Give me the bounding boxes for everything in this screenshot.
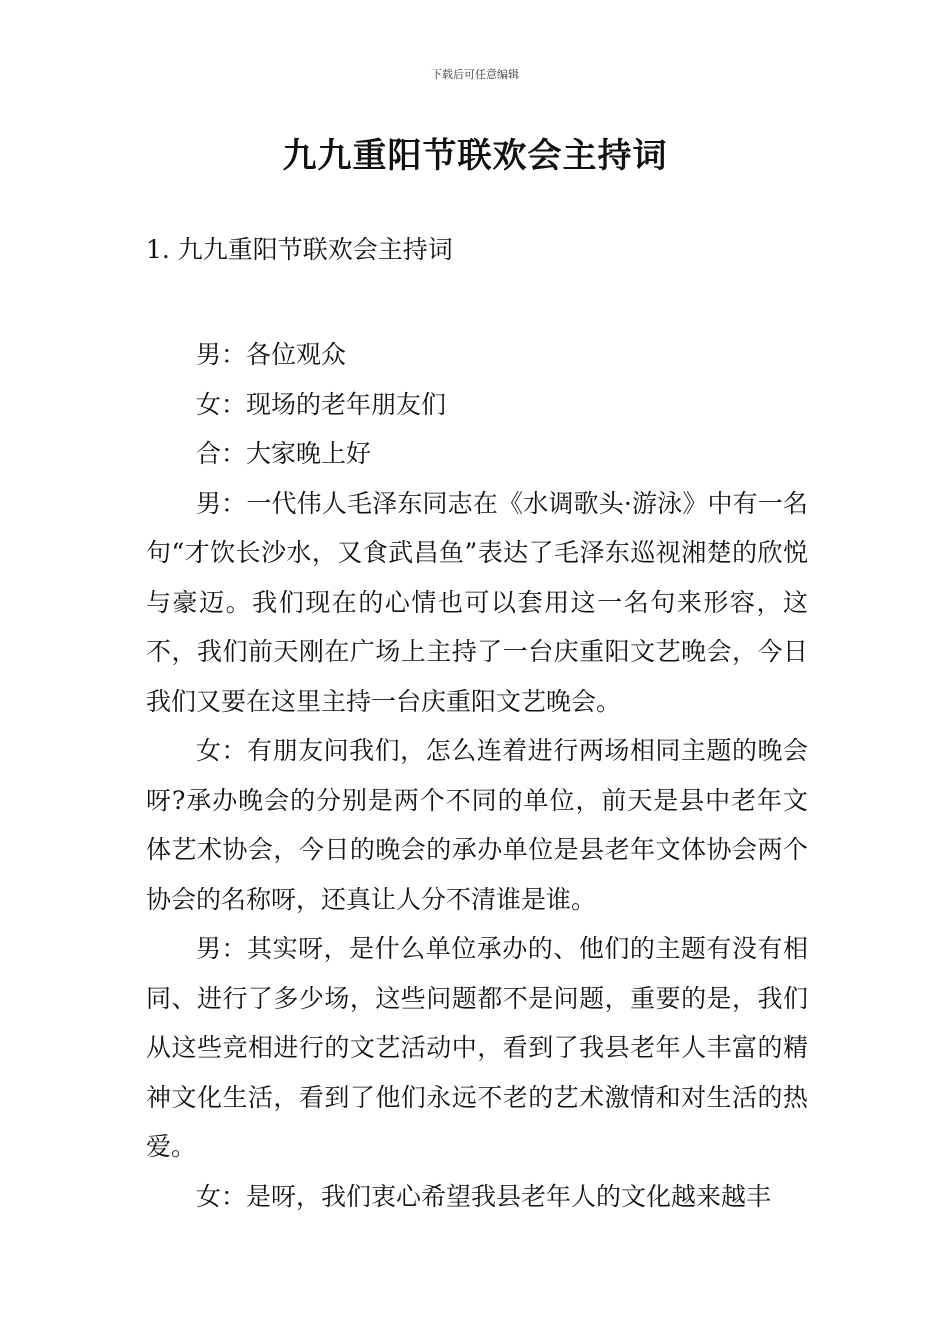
paragraph-male-greeting: 男：各位观众 (196, 340, 347, 369)
paragraph-female-wish: 女：是呀，我们衷心希望我县老年人的文化越来越丰 (196, 1181, 772, 1211)
paragraph-together-greeting: 合：大家晚上好 (196, 439, 372, 468)
section-heading: 1. 九九重阳节联欢会主持词 (146, 235, 453, 264)
paragraph-female-greeting: 女：现场的老年朋友们 (196, 389, 447, 419)
body-text (146, 330, 808, 1221)
paragraph-male-answer: 男：其实呀，是什么单位承办的、他们的主题有没有相同、进行了多少场，这些问题都不是问题，重要的是，我们从这些竞相进行的文艺活动中，看到了我县老年人丰富的精神文化生活，看到了他们永远不老的艺术激情和对生活的热爱。 (146, 934, 808, 1161)
paragraph-female-question: 女：有朋友问我们，怎么连着进行两场相同主题的晚会呀?承办晚会的分别是两个不同的单位，前天是县中老年文体艺术协会，今日的晚会的承办单位是县老年文体协会两个协会的名称呀，还真让人分不清谁是谁。 (146, 736, 808, 914)
header-note: 下载后可任意编辑 (431, 68, 519, 81)
document-title: 九九重阳节联欢会主持词 (282, 136, 668, 176)
paragraph-male-poem: 男：一代伟人毛泽东同志在《水调歌头·游泳》中有一名句“才饮长沙水，又食武昌鱼”表达了毛泽东巡视湘楚的欣悦与豪迈。我们现在的心情也可以套用这一名句来形容，这不，我们前天刚在广场上主持了一台庆重阳文艺晚会，今日我们又要在这里主持一台庆重阳文艺晚会。 (146, 488, 808, 716)
